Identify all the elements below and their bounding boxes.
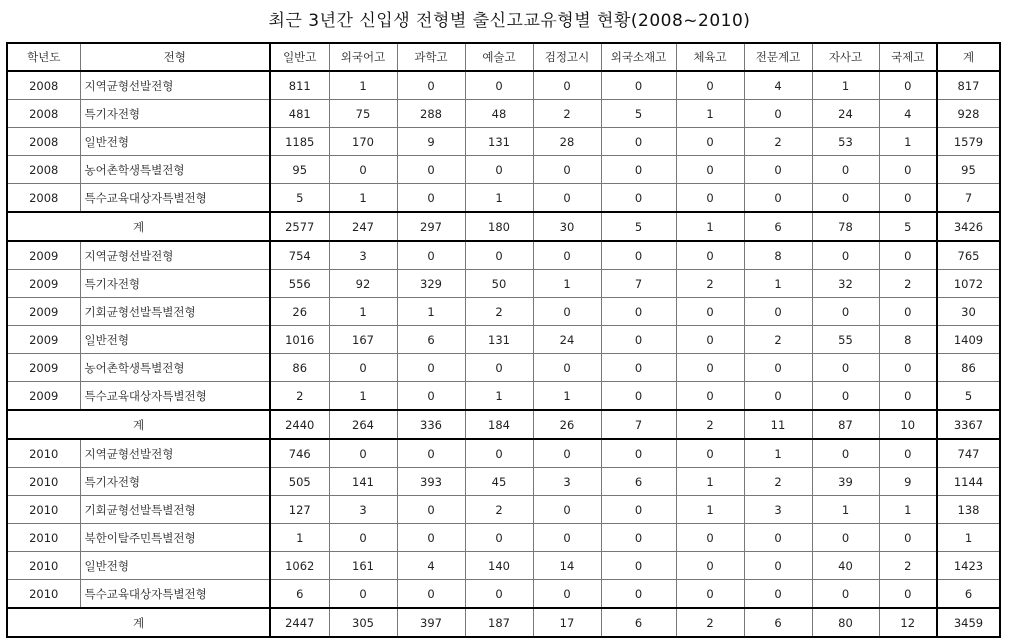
count-cell: 0 bbox=[601, 241, 676, 270]
admission-type-cell: 지역균형선발전형 bbox=[80, 241, 270, 270]
count-cell: 92 bbox=[329, 270, 397, 298]
admission-type-cell: 북한이탈주민특별전형 bbox=[80, 524, 270, 552]
count-cell: 0 bbox=[812, 580, 879, 609]
year-cell: 2009 bbox=[7, 270, 80, 298]
table-row bbox=[7, 439, 1000, 468]
table-row bbox=[7, 580, 1000, 609]
count-cell: 53 bbox=[812, 128, 879, 156]
admission-type-cell: 지역균형선발전형 bbox=[80, 439, 270, 468]
count-cell: 8 bbox=[879, 326, 937, 354]
header-ged: 검정고시 bbox=[533, 43, 601, 71]
count-cell: 0 bbox=[397, 439, 465, 468]
count-cell: 0 bbox=[744, 184, 812, 213]
total-cell: 138 bbox=[937, 496, 1000, 524]
count-cell: 0 bbox=[397, 241, 465, 270]
count-cell: 0 bbox=[676, 524, 744, 552]
count-cell: 0 bbox=[601, 71, 676, 100]
count-cell: 1 bbox=[676, 496, 744, 524]
table-row bbox=[7, 552, 1000, 580]
count-cell: 4 bbox=[879, 100, 937, 128]
count-cell: 14 bbox=[533, 552, 601, 580]
count-cell: 1 bbox=[744, 270, 812, 298]
count-cell: 0 bbox=[676, 552, 744, 580]
count-cell: 0 bbox=[676, 298, 744, 326]
count-cell: 0 bbox=[397, 496, 465, 524]
count-cell: 5 bbox=[601, 212, 676, 241]
count-cell: 0 bbox=[601, 439, 676, 468]
table-body bbox=[7, 71, 1000, 637]
total-cell: 3459 bbox=[937, 608, 1000, 637]
count-cell: 6 bbox=[744, 212, 812, 241]
year-cell: 2009 bbox=[7, 298, 80, 326]
count-cell: 0 bbox=[744, 298, 812, 326]
count-cell: 393 bbox=[397, 468, 465, 496]
count-cell: 0 bbox=[676, 580, 744, 609]
admission-type-cell: 특기자전형 bbox=[80, 270, 270, 298]
total-cell: 30 bbox=[937, 298, 1000, 326]
count-cell: 2 bbox=[270, 382, 329, 411]
header-autonomous-private-high: 자사고 bbox=[812, 43, 879, 71]
count-cell: 6 bbox=[601, 468, 676, 496]
table-row bbox=[7, 524, 1000, 552]
count-cell: 0 bbox=[879, 298, 937, 326]
count-cell: 0 bbox=[879, 156, 937, 184]
count-cell: 6 bbox=[601, 608, 676, 637]
count-cell: 0 bbox=[533, 580, 601, 609]
count-cell: 0 bbox=[812, 184, 879, 213]
count-cell: 0 bbox=[744, 552, 812, 580]
count-cell: 0 bbox=[879, 184, 937, 213]
count-cell: 26 bbox=[533, 410, 601, 439]
count-cell: 9 bbox=[397, 128, 465, 156]
total-cell: 86 bbox=[937, 354, 1000, 382]
count-cell: 1 bbox=[676, 100, 744, 128]
count-cell: 0 bbox=[744, 100, 812, 128]
table-row bbox=[7, 156, 1000, 184]
count-cell: 5 bbox=[270, 184, 329, 213]
count-cell: 0 bbox=[812, 241, 879, 270]
count-cell: 0 bbox=[879, 524, 937, 552]
count-cell: 0 bbox=[676, 128, 744, 156]
table-row bbox=[7, 128, 1000, 156]
count-cell: 0 bbox=[533, 71, 601, 100]
count-cell: 1 bbox=[465, 184, 533, 213]
count-cell: 0 bbox=[676, 326, 744, 354]
header-admission-type: 전형 bbox=[80, 43, 270, 71]
admission-type-cell: 일반전형 bbox=[80, 552, 270, 580]
count-cell: 8 bbox=[744, 241, 812, 270]
count-cell: 11 bbox=[744, 410, 812, 439]
count-cell: 26 bbox=[270, 298, 329, 326]
admissions-table bbox=[6, 42, 1001, 638]
count-cell: 1185 bbox=[270, 128, 329, 156]
count-cell: 0 bbox=[533, 156, 601, 184]
page-title: 최근 3년간 신입생 전형별 출신고교유형별 현황(2008~2010) bbox=[268, 11, 751, 31]
total-cell: 1423 bbox=[937, 552, 1000, 580]
count-cell: 0 bbox=[812, 156, 879, 184]
count-cell: 55 bbox=[812, 326, 879, 354]
count-cell: 0 bbox=[812, 298, 879, 326]
count-cell: 131 bbox=[465, 326, 533, 354]
admission-type-cell: 농어촌학생특별전형 bbox=[80, 354, 270, 382]
header-arts-high: 예술고 bbox=[465, 43, 533, 71]
count-cell: 0 bbox=[601, 496, 676, 524]
year-cell: 2010 bbox=[7, 552, 80, 580]
admission-type-cell: 농어촌학생특별전형 bbox=[80, 156, 270, 184]
admission-type-cell: 기회균형선발특별전형 bbox=[80, 298, 270, 326]
count-cell: 0 bbox=[812, 524, 879, 552]
count-cell: 0 bbox=[465, 439, 533, 468]
count-cell: 30 bbox=[533, 212, 601, 241]
count-cell: 3 bbox=[533, 468, 601, 496]
year-cell: 2010 bbox=[7, 580, 80, 609]
count-cell: 12 bbox=[879, 608, 937, 637]
count-cell: 0 bbox=[465, 354, 533, 382]
count-cell: 3 bbox=[329, 241, 397, 270]
count-cell: 0 bbox=[329, 524, 397, 552]
count-cell: 1 bbox=[879, 496, 937, 524]
year-cell: 2010 bbox=[7, 439, 80, 468]
total-cell: 3367 bbox=[937, 410, 1000, 439]
count-cell: 0 bbox=[601, 552, 676, 580]
count-cell: 9 bbox=[879, 468, 937, 496]
count-cell: 3 bbox=[744, 496, 812, 524]
header-vocational-high: 전문계고 bbox=[744, 43, 812, 71]
count-cell: 297 bbox=[397, 212, 465, 241]
year-cell: 2008 bbox=[7, 128, 80, 156]
count-cell: 0 bbox=[879, 382, 937, 411]
year-cell: 2010 bbox=[7, 496, 80, 524]
count-cell: 141 bbox=[329, 468, 397, 496]
admission-type-cell: 특수교육대상자특별전형 bbox=[80, 580, 270, 609]
admission-type-cell: 특기자전형 bbox=[80, 468, 270, 496]
count-cell: 1 bbox=[329, 382, 397, 411]
count-cell: 0 bbox=[465, 241, 533, 270]
count-cell: 1 bbox=[744, 439, 812, 468]
count-cell: 6 bbox=[744, 608, 812, 637]
count-cell: 3 bbox=[329, 496, 397, 524]
count-cell: 28 bbox=[533, 128, 601, 156]
count-cell: 1 bbox=[533, 382, 601, 411]
count-cell: 1 bbox=[329, 298, 397, 326]
header-sports-high: 체육고 bbox=[676, 43, 744, 71]
count-cell: 0 bbox=[601, 382, 676, 411]
year-cell: 2010 bbox=[7, 468, 80, 496]
count-cell: 1 bbox=[397, 298, 465, 326]
count-cell: 0 bbox=[879, 580, 937, 609]
count-cell: 1062 bbox=[270, 552, 329, 580]
count-cell: 4 bbox=[397, 552, 465, 580]
count-cell: 78 bbox=[812, 212, 879, 241]
count-cell: 397 bbox=[397, 608, 465, 637]
count-cell: 0 bbox=[329, 439, 397, 468]
year-cell: 2008 bbox=[7, 71, 80, 100]
header-overseas-high: 외국소재고 bbox=[601, 43, 676, 71]
count-cell: 1 bbox=[879, 128, 937, 156]
count-cell: 329 bbox=[397, 270, 465, 298]
count-cell: 556 bbox=[270, 270, 329, 298]
count-cell: 0 bbox=[879, 241, 937, 270]
count-cell: 336 bbox=[397, 410, 465, 439]
count-cell: 0 bbox=[329, 580, 397, 609]
count-cell: 811 bbox=[270, 71, 329, 100]
count-cell: 1 bbox=[812, 71, 879, 100]
table-row bbox=[7, 496, 1000, 524]
count-cell: 0 bbox=[601, 580, 676, 609]
count-cell: 50 bbox=[465, 270, 533, 298]
count-cell: 0 bbox=[397, 354, 465, 382]
count-cell: 87 bbox=[812, 410, 879, 439]
count-cell: 0 bbox=[465, 524, 533, 552]
total-cell: 1409 bbox=[937, 326, 1000, 354]
count-cell: 1 bbox=[676, 212, 744, 241]
header-row bbox=[7, 43, 1000, 71]
count-cell: 0 bbox=[812, 354, 879, 382]
count-cell: 1 bbox=[329, 71, 397, 100]
total-cell: 1 bbox=[937, 524, 1000, 552]
count-cell: 5 bbox=[601, 100, 676, 128]
subtotal-label: 계 bbox=[7, 212, 270, 241]
total-cell: 1072 bbox=[937, 270, 1000, 298]
table-row bbox=[7, 468, 1000, 496]
count-cell: 0 bbox=[397, 382, 465, 411]
count-cell: 0 bbox=[533, 184, 601, 213]
header-foreign-language-high: 외국어고 bbox=[329, 43, 397, 71]
table-row bbox=[7, 100, 1000, 128]
count-cell: 180 bbox=[465, 212, 533, 241]
total-cell: 7 bbox=[937, 184, 1000, 213]
total-cell: 6 bbox=[937, 580, 1000, 609]
table-row bbox=[7, 184, 1000, 213]
count-cell: 1 bbox=[270, 524, 329, 552]
count-cell: 0 bbox=[676, 241, 744, 270]
admission-type-cell: 특기자전형 bbox=[80, 100, 270, 128]
count-cell: 2 bbox=[676, 410, 744, 439]
table-row bbox=[7, 241, 1000, 270]
count-cell: 6 bbox=[397, 326, 465, 354]
count-cell: 10 bbox=[879, 410, 937, 439]
header-year: 학년도 bbox=[7, 43, 80, 71]
header-general-high: 일반고 bbox=[270, 43, 329, 71]
count-cell: 0 bbox=[533, 354, 601, 382]
count-cell: 2 bbox=[879, 270, 937, 298]
count-cell: 2 bbox=[676, 608, 744, 637]
admission-type-cell: 일반전형 bbox=[80, 326, 270, 354]
count-cell: 95 bbox=[270, 156, 329, 184]
count-cell: 0 bbox=[601, 326, 676, 354]
count-cell: 2 bbox=[465, 496, 533, 524]
count-cell: 0 bbox=[879, 71, 937, 100]
count-cell: 0 bbox=[812, 382, 879, 411]
count-cell: 0 bbox=[879, 354, 937, 382]
count-cell: 5 bbox=[879, 212, 937, 241]
total-cell: 1579 bbox=[937, 128, 1000, 156]
count-cell: 505 bbox=[270, 468, 329, 496]
count-cell: 7 bbox=[601, 270, 676, 298]
count-cell: 1 bbox=[329, 184, 397, 213]
count-cell: 0 bbox=[533, 496, 601, 524]
count-cell: 0 bbox=[812, 439, 879, 468]
count-cell: 0 bbox=[676, 156, 744, 184]
table-row bbox=[7, 354, 1000, 382]
count-cell: 161 bbox=[329, 552, 397, 580]
header-science-high: 과학고 bbox=[397, 43, 465, 71]
subtotal-row bbox=[7, 410, 1000, 439]
count-cell: 264 bbox=[329, 410, 397, 439]
count-cell: 32 bbox=[812, 270, 879, 298]
count-cell: 0 bbox=[676, 184, 744, 213]
count-cell: 0 bbox=[676, 382, 744, 411]
count-cell: 0 bbox=[533, 241, 601, 270]
count-cell: 0 bbox=[601, 354, 676, 382]
count-cell: 0 bbox=[397, 71, 465, 100]
count-cell: 86 bbox=[270, 354, 329, 382]
count-cell: 131 bbox=[465, 128, 533, 156]
table-row bbox=[7, 326, 1000, 354]
count-cell: 2440 bbox=[270, 410, 329, 439]
count-cell: 2 bbox=[744, 128, 812, 156]
count-cell: 184 bbox=[465, 410, 533, 439]
count-cell: 0 bbox=[329, 156, 397, 184]
count-cell: 1016 bbox=[270, 326, 329, 354]
total-cell: 1144 bbox=[937, 468, 1000, 496]
admission-type-cell: 특수교육대상자특별전형 bbox=[80, 382, 270, 411]
count-cell: 140 bbox=[465, 552, 533, 580]
count-cell: 0 bbox=[533, 298, 601, 326]
count-cell: 0 bbox=[676, 439, 744, 468]
count-cell: 45 bbox=[465, 468, 533, 496]
count-cell: 7 bbox=[601, 410, 676, 439]
year-cell: 2008 bbox=[7, 156, 80, 184]
count-cell: 2 bbox=[744, 326, 812, 354]
subtotal-label: 계 bbox=[7, 410, 270, 439]
count-cell: 2447 bbox=[270, 608, 329, 637]
header-international-high: 국제고 bbox=[879, 43, 937, 71]
count-cell: 4 bbox=[744, 71, 812, 100]
count-cell: 127 bbox=[270, 496, 329, 524]
subtotal-label: 계 bbox=[7, 608, 270, 637]
count-cell: 0 bbox=[397, 580, 465, 609]
subtotal-row bbox=[7, 212, 1000, 241]
total-cell: 765 bbox=[937, 241, 1000, 270]
count-cell: 0 bbox=[601, 128, 676, 156]
count-cell: 40 bbox=[812, 552, 879, 580]
count-cell: 0 bbox=[744, 156, 812, 184]
count-cell: 187 bbox=[465, 608, 533, 637]
count-cell: 6 bbox=[270, 580, 329, 609]
count-cell: 288 bbox=[397, 100, 465, 128]
count-cell: 1 bbox=[812, 496, 879, 524]
count-cell: 0 bbox=[744, 524, 812, 552]
count-cell: 2 bbox=[879, 552, 937, 580]
count-cell: 0 bbox=[397, 184, 465, 213]
count-cell: 746 bbox=[270, 439, 329, 468]
year-cell: 2008 bbox=[7, 100, 80, 128]
count-cell: 0 bbox=[676, 354, 744, 382]
year-cell: 2009 bbox=[7, 326, 80, 354]
table-row bbox=[7, 298, 1000, 326]
count-cell: 305 bbox=[329, 608, 397, 637]
count-cell: 0 bbox=[533, 439, 601, 468]
count-cell: 481 bbox=[270, 100, 329, 128]
year-cell: 2009 bbox=[7, 382, 80, 411]
count-cell: 17 bbox=[533, 608, 601, 637]
count-cell: 1 bbox=[533, 270, 601, 298]
count-cell: 0 bbox=[533, 524, 601, 552]
count-cell: 0 bbox=[465, 156, 533, 184]
count-cell: 754 bbox=[270, 241, 329, 270]
year-cell: 2010 bbox=[7, 524, 80, 552]
total-cell: 5 bbox=[937, 382, 1000, 411]
count-cell: 24 bbox=[533, 326, 601, 354]
total-cell: 817 bbox=[937, 71, 1000, 100]
count-cell: 1 bbox=[676, 468, 744, 496]
count-cell: 0 bbox=[397, 524, 465, 552]
admission-type-cell: 기회균형선발특별전형 bbox=[80, 496, 270, 524]
count-cell: 2 bbox=[465, 298, 533, 326]
count-cell: 0 bbox=[329, 354, 397, 382]
admission-type-cell: 지역균형선발전형 bbox=[80, 71, 270, 100]
total-cell: 928 bbox=[937, 100, 1000, 128]
count-cell: 0 bbox=[744, 354, 812, 382]
total-cell: 3426 bbox=[937, 212, 1000, 241]
count-cell: 167 bbox=[329, 326, 397, 354]
count-cell: 0 bbox=[601, 156, 676, 184]
count-cell: 1 bbox=[465, 382, 533, 411]
count-cell: 0 bbox=[465, 580, 533, 609]
count-cell: 75 bbox=[329, 100, 397, 128]
year-cell: 2008 bbox=[7, 184, 80, 213]
count-cell: 0 bbox=[879, 439, 937, 468]
count-cell: 0 bbox=[465, 71, 533, 100]
count-cell: 0 bbox=[601, 184, 676, 213]
count-cell: 170 bbox=[329, 128, 397, 156]
table-row bbox=[7, 71, 1000, 100]
count-cell: 2577 bbox=[270, 212, 329, 241]
count-cell: 2 bbox=[533, 100, 601, 128]
year-cell: 2009 bbox=[7, 354, 80, 382]
count-cell: 0 bbox=[397, 156, 465, 184]
count-cell: 2 bbox=[744, 468, 812, 496]
total-cell: 747 bbox=[937, 439, 1000, 468]
count-cell: 0 bbox=[744, 382, 812, 411]
count-cell: 0 bbox=[744, 580, 812, 609]
count-cell: 39 bbox=[812, 468, 879, 496]
year-cell: 2009 bbox=[7, 241, 80, 270]
count-cell: 80 bbox=[812, 608, 879, 637]
count-cell: 0 bbox=[676, 71, 744, 100]
count-cell: 2 bbox=[676, 270, 744, 298]
admission-type-cell: 특수교육대상자특별전형 bbox=[80, 184, 270, 213]
count-cell: 247 bbox=[329, 212, 397, 241]
header-total: 계 bbox=[937, 43, 1000, 71]
subtotal-row bbox=[7, 608, 1000, 637]
count-cell: 24 bbox=[812, 100, 879, 128]
admission-type-cell: 일반전형 bbox=[80, 128, 270, 156]
count-cell: 0 bbox=[601, 298, 676, 326]
table-row bbox=[7, 382, 1000, 411]
total-cell: 95 bbox=[937, 156, 1000, 184]
count-cell: 48 bbox=[465, 100, 533, 128]
table-row bbox=[7, 270, 1000, 298]
count-cell: 0 bbox=[601, 524, 676, 552]
